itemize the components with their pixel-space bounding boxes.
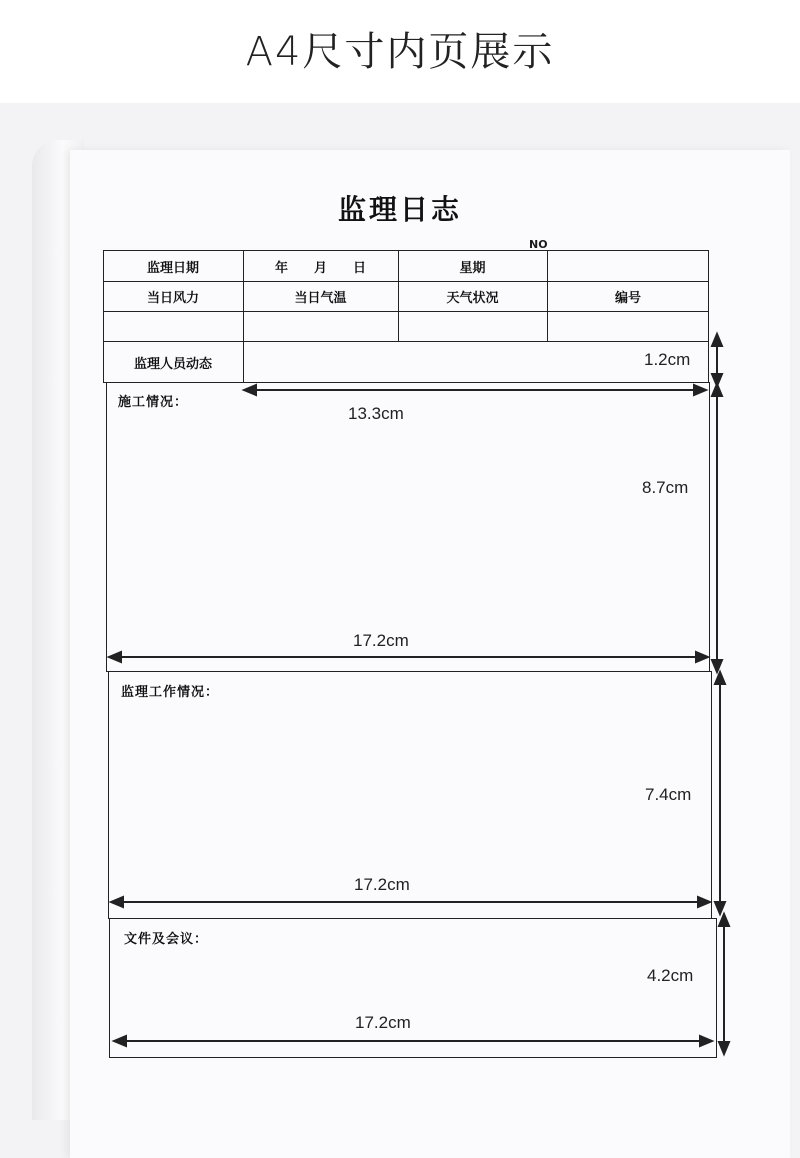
- supervision-label: 监理工作情况：: [121, 685, 220, 700]
- dim-supervision-width: 17.2cm: [354, 875, 410, 894]
- temperature-label: 当日气温: [294, 291, 347, 306]
- dim-staff-height: 1.2cm: [644, 350, 691, 369]
- dim-documents-width: 17.2cm: [355, 1013, 411, 1032]
- number-no-label: NO: [529, 238, 548, 251]
- form-title: 监理日志: [337, 193, 462, 226]
- serial-number-label: 编号: [614, 291, 641, 306]
- dim-inner-width: 13.3cm: [348, 404, 404, 423]
- construction-label: 施工情况：: [118, 395, 189, 410]
- date-value: 年 月 日: [274, 261, 366, 276]
- banner-title: A4尺寸内页展示: [245, 29, 555, 75]
- weather-label: 天气状况: [446, 291, 499, 306]
- weekday-label: 星期: [459, 261, 486, 276]
- dim-construction-width: 17.2cm: [353, 631, 409, 650]
- documents-label: 文件及会议：: [124, 932, 209, 947]
- dim-supervision-height: 7.4cm: [645, 785, 692, 804]
- wind-label: 当日风力: [146, 291, 199, 306]
- dim-documents-height: 4.2cm: [647, 966, 694, 985]
- staff-label: 监理人员动态: [133, 357, 212, 372]
- date-label: 监理日期: [146, 261, 199, 276]
- dim-construction-height: 8.7cm: [642, 478, 689, 497]
